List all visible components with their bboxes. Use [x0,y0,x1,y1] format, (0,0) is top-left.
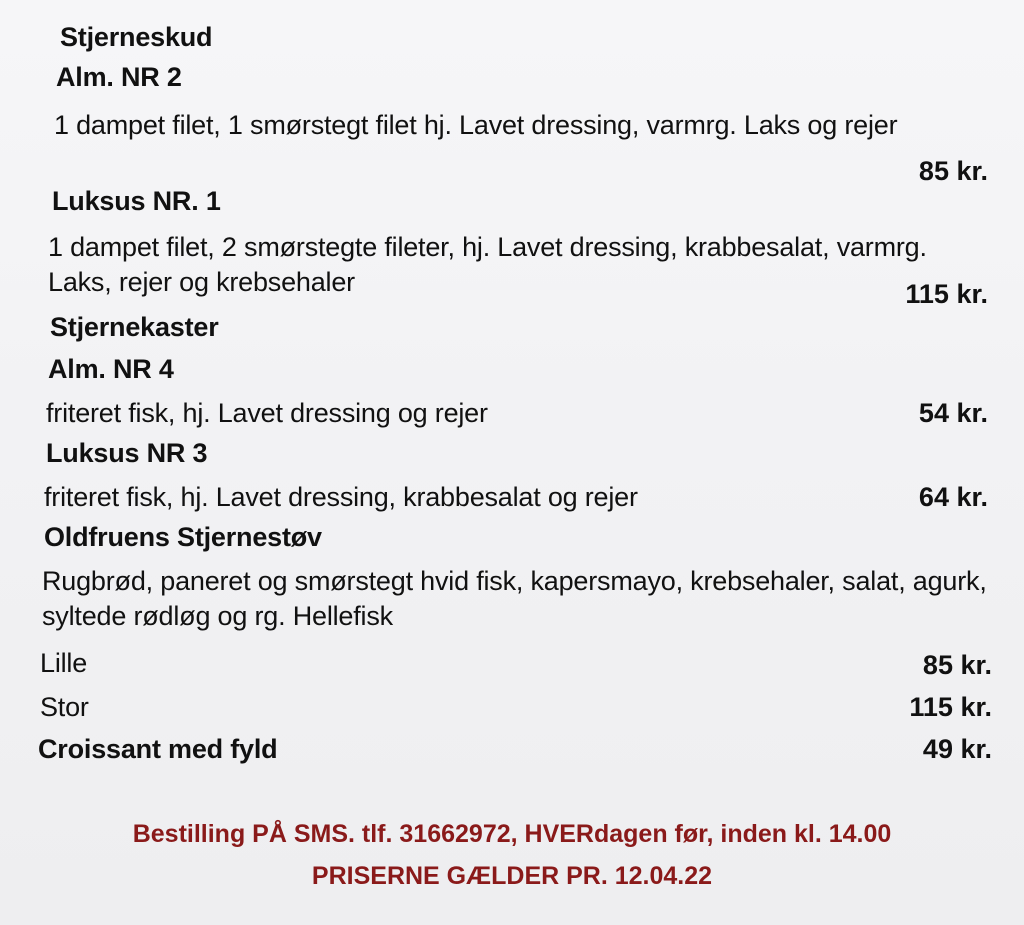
alm2-title: Alm. NR 2 [56,62,182,92]
luksus1-price: 115 kr. [905,279,988,309]
stor-label: Stor [40,692,89,722]
croissant-title: Croissant med fyld [38,734,278,764]
croissant-price: 49 kr. [922,734,992,764]
stor-price: 115 kr. [909,692,992,722]
stjernekaster-heading: Stjernekaster [50,312,219,342]
alm4-description: friteret fisk, hj. Lavet dressing og rejer [46,398,488,428]
lille-label: Lille [40,648,88,678]
luksus3-title: Luksus NR 3 [46,438,208,468]
alm2-description: 1 dampet filet, 1 smørstegt filet hj. Lavet dressing, varmrg. Laks og rejer [54,110,898,140]
alm4-title: Alm. NR 4 [48,354,174,384]
lille-price: 85 kr. [922,650,992,680]
order-info: Bestilling PÅ SMS. tlf. 31662972, HVERdagen før, inden kl. 14.00 [132,820,892,848]
luksus3-description: friteret fisk, hj. Lavet dressing, krabbesalat og rejer [44,482,638,512]
luksus1-description: 1 dampet filet, 2 smørstegte fileter, hj. Lavet dressing, krabbesalat, varmrg. Laks, rejer og krebsehaler [48,232,927,297]
luksus1-title: Luksus NR. 1 [52,186,221,216]
stjerneskud-heading: Stjerneskud [60,22,213,52]
price-valid-note: PRISERNE GÆLDER PR. 12.04.22 [311,862,713,890]
oldfruen-heading: Oldfruens Stjernestøv [44,522,322,552]
luksus3-price: 64 kr. [918,482,988,512]
alm4-price: 54 kr. [918,398,988,428]
oldfruen-description: Rugbrød, paneret og smørstegt hvid fisk, kapersmayo, krebsehaler, salat, agurk, syltede rødløg og rg. Hellefisk [42,566,987,631]
alm2-price: 85 kr. [918,156,988,186]
